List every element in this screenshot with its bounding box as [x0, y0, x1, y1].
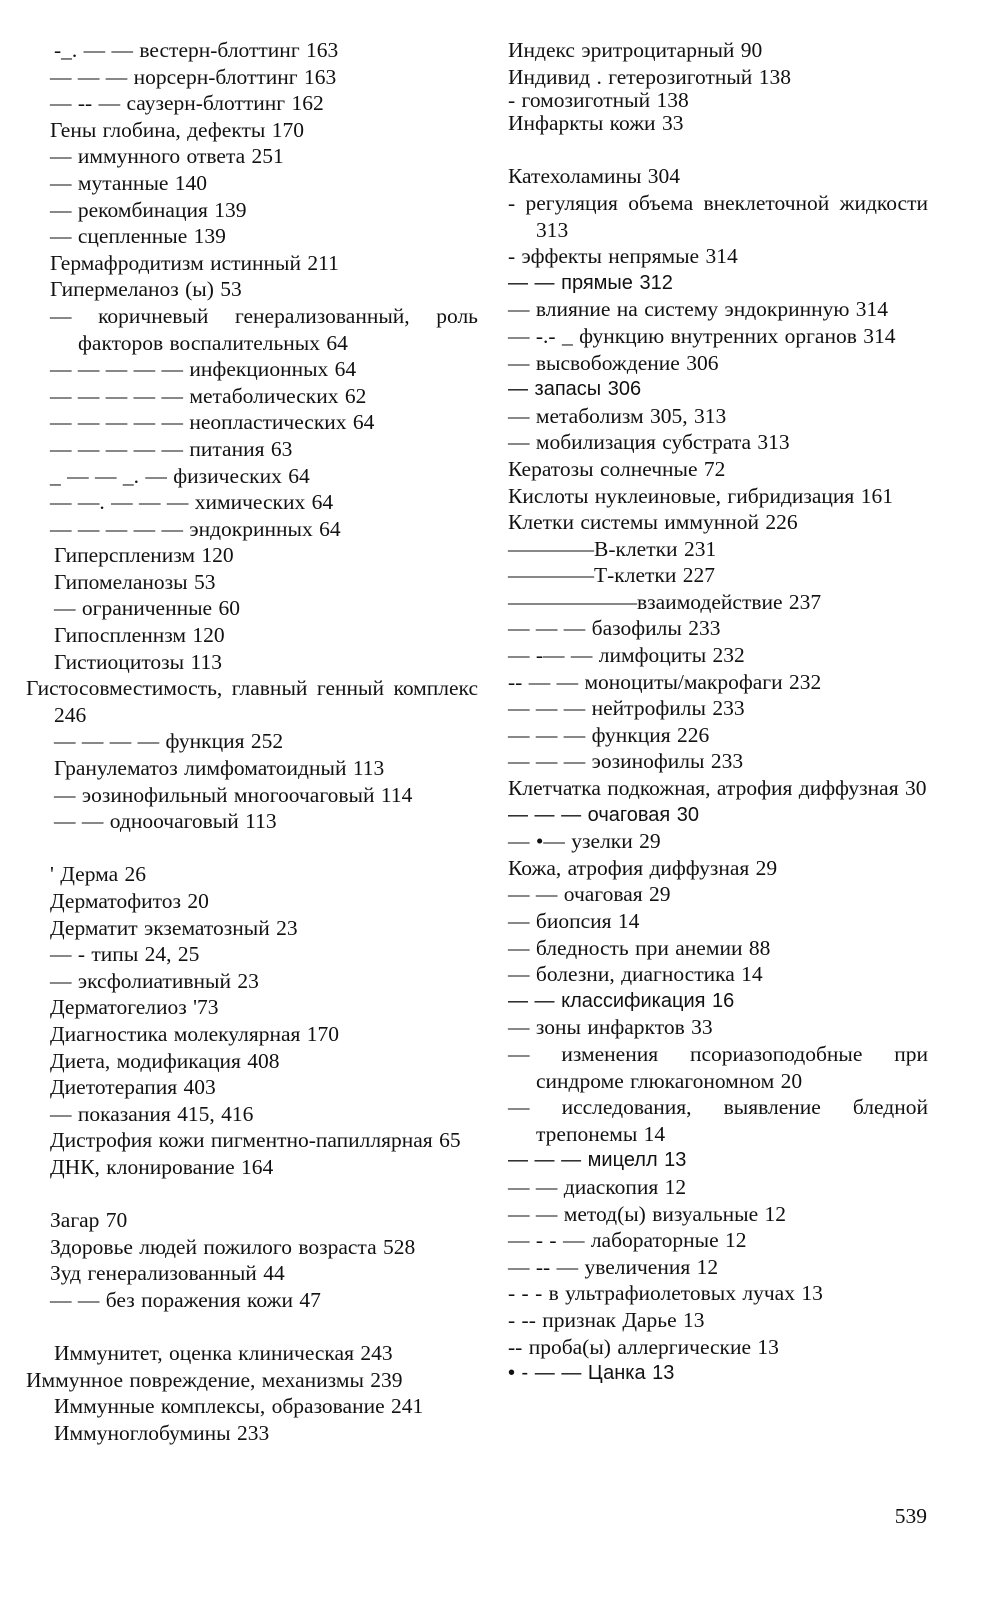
index-entry: Клетки системы иммунной 226 [508, 510, 798, 535]
index-entry: Индекс эритроцитарный 90 [508, 38, 763, 62]
index-entry: — — — мицелл 13 [508, 1149, 687, 1172]
index-entry: Катехоламины 304 [508, 164, 681, 189]
index-entry: — -— — лимфоциты 232 [508, 643, 745, 668]
index-entry: — — — — — неопластических 64 [50, 410, 375, 435]
index-entry: Здоровье людей пожилого возраста 528 [50, 1234, 416, 1259]
index-entry: -_. — — вестерн-блоттинг 163 [54, 38, 339, 62]
index-entry: Гермафродитизм истинный 211 [50, 250, 339, 275]
index-entry: — -.- _ функцию внутренних органов 314 [508, 323, 896, 348]
index-entry: — -- — саузерн-блоттинг 162 [50, 91, 324, 116]
index-entry: — коричневый генерализованный, роль факторов воспалительных 64 [50, 303, 478, 355]
index-entry: ————Т-клетки 227 [508, 563, 715, 588]
index-entry: Гиперспленизм 120 [54, 543, 234, 568]
index-entry: — — — эозинофилы 233 [508, 749, 744, 774]
index-entry: — болезни, диагностика 14 [508, 962, 763, 987]
index-entry: — мутанные 140 [50, 170, 208, 195]
index-entry: Диагностика молекулярная 170 [50, 1021, 340, 1046]
index-entry: — — прямые 312 [508, 271, 673, 294]
index-entry: Гипомеланозы 53 [54, 569, 216, 594]
index-entry: — — — функция 226 [508, 722, 710, 747]
index-entry: — — — — функция 252 [54, 729, 284, 754]
index-entry: — — одноочаговый 113 [54, 809, 277, 834]
index-entry: — — — норсерн-блоттинг 163 [50, 64, 337, 89]
index-entry: Иммунные комплексы, образование 241 [54, 1394, 424, 1419]
index-entry: Гены глобина, дефекты 170 [50, 117, 304, 142]
index-entry: -- — — моноциты/макрофаги 232 [508, 669, 822, 694]
index-entry: Дерматит экзематозный 23 [50, 915, 298, 940]
index-entry: — — диаскопия 12 [508, 1174, 687, 1199]
index-entry: — исследования, выявление бледной трепонемы 14 [508, 1095, 928, 1146]
index-entry: - - - в ультрафиолетовых лучах 13 [508, 1281, 823, 1306]
index-entry: — иммунного ответа 251 [50, 144, 284, 169]
index-entry: — - типы 24, 25 [50, 942, 200, 967]
index-entry: Диета, модификация 408 [50, 1048, 280, 1073]
index-entry: ' Дерма 26 [50, 862, 147, 887]
index-entry: ДНК, клонирование 164 [50, 1154, 274, 1179]
index-entry: — метаболизм 305, 313 [508, 403, 727, 428]
index-entry: Клетчатка подкожная, атрофия диффузная 30 [508, 776, 927, 801]
index-entry: ——————взаимодействие 237 [508, 589, 822, 614]
index-entry: — — — — — эндокринных 64 [50, 516, 341, 541]
index-entry: Иммунное повреждение, механизмы 239 [26, 1367, 403, 1392]
index-entry: — изменения псориазоподобные при синдроме глюкагономном 20 [508, 1041, 928, 1093]
index-entry: Инфаркты кожи 33 [508, 111, 684, 136]
index-entry: Гипермеланоз (ы) 53 [50, 277, 242, 302]
index-entry: — биопсия 14 [508, 909, 640, 933]
index-entry: Дерматогелиоз '73 [50, 995, 219, 1020]
index-entry: Диетотерапия 403 [50, 1075, 216, 1100]
index-entry: — — — очаговая 30 [508, 803, 700, 826]
index-entry: — -- — увеличения 12 [508, 1254, 719, 1279]
index-entry: - гомозиготный 138 [508, 88, 689, 113]
index-entry: — рекомбинация 139 [50, 197, 247, 222]
index-entry: Индивид . гетерозиготный 138 [508, 64, 791, 89]
index-entry: Кислоты нуклеиновые, гибридизация 161 [508, 483, 893, 508]
index-entry: — — очаговая 29 [508, 882, 671, 907]
index-entry: Иммунитет, оценка клиническая 243 [54, 1341, 393, 1366]
index-column-left [26, 37, 478, 1446]
index-entry: — ограниченные 60 [54, 596, 240, 621]
index-entry: _ — — _. — физических 64 [50, 463, 310, 488]
index-entry: — — без поражения кожи 47 [50, 1287, 321, 1312]
index-entry: — — — — — метаболических 62 [50, 383, 367, 408]
index-entry: Зуд генерализованный 44 [50, 1261, 285, 1286]
index-entry: — •— узелки 29 [508, 829, 661, 854]
index-entry: - эффекты непрямые 314 [508, 244, 738, 269]
index-entry: • - — — Цанка 13 [508, 1362, 675, 1385]
index-entry: — — — — — питания 63 [50, 436, 293, 461]
index-entry: — показания 415, 416 [50, 1101, 254, 1126]
index-entry: — — — — — инфекционных 64 [50, 357, 357, 382]
index-entry: — эозинофильный многоочаговый 114 [54, 782, 413, 807]
index-entry: — бледность при анемии 88 [508, 935, 771, 960]
index-entry: — — — базофилы 233 [508, 616, 721, 641]
index-entry: — эксфолиативный 23 [50, 968, 259, 993]
index-entry: — — — нейтрофилы 233 [508, 696, 745, 721]
index-entry: ————В-клетки 231 [508, 536, 717, 561]
index-entry: — —. — — — химических 64 [50, 490, 334, 515]
index-entry: — запасы 306 [508, 378, 642, 401]
index-entry: Загар 70 [50, 1208, 128, 1233]
index-entry: Гипоспленнзм 120 [54, 623, 225, 648]
index-entry: Кератозы солнечные 72 [508, 456, 726, 481]
index-entry: Гистосовместимость, главный генный комплекс 246 [26, 676, 478, 727]
index-column-right [508, 37, 928, 1387]
index-entry: — влияние на систему эндокринную 314 [508, 297, 889, 322]
index-entry: — высвобождение 306 [508, 350, 719, 375]
index-entry: — — классификация 16 [508, 989, 735, 1012]
index-entry: Дерматофитоз 20 [50, 889, 209, 913]
page-number: 539 [894, 1504, 927, 1528]
index-entry: — зоны инфарктов 33 [508, 1015, 713, 1040]
index-entry: — мобилизация субстрата 313 [508, 430, 790, 455]
index-entry: - регуляция объема внеклеточной жидкости 313 [508, 190, 928, 242]
index-entry: Гранулематоз лимфоматоидный 113 [54, 756, 385, 781]
index-entry: — — метод(ы) визуальные 12 [508, 1201, 787, 1226]
index-entry: Гистиоцитозы 113 [54, 649, 222, 674]
index-entry: — сцепленные 139 [50, 224, 226, 249]
index-entry: Дистрофия кожи пигментно-папиллярная 65 [50, 1128, 461, 1153]
index-entry: Кожа, атрофия диффузная 29 [508, 855, 778, 880]
index-entry: -- проба(ы) аллергические 13 [508, 1334, 779, 1359]
index-entry: — - - — лабораторные 12 [508, 1228, 747, 1253]
index-entry: - -- признак Дарье 13 [508, 1307, 705, 1332]
index-entry: Иммуноглобумины 233 [54, 1420, 270, 1445]
